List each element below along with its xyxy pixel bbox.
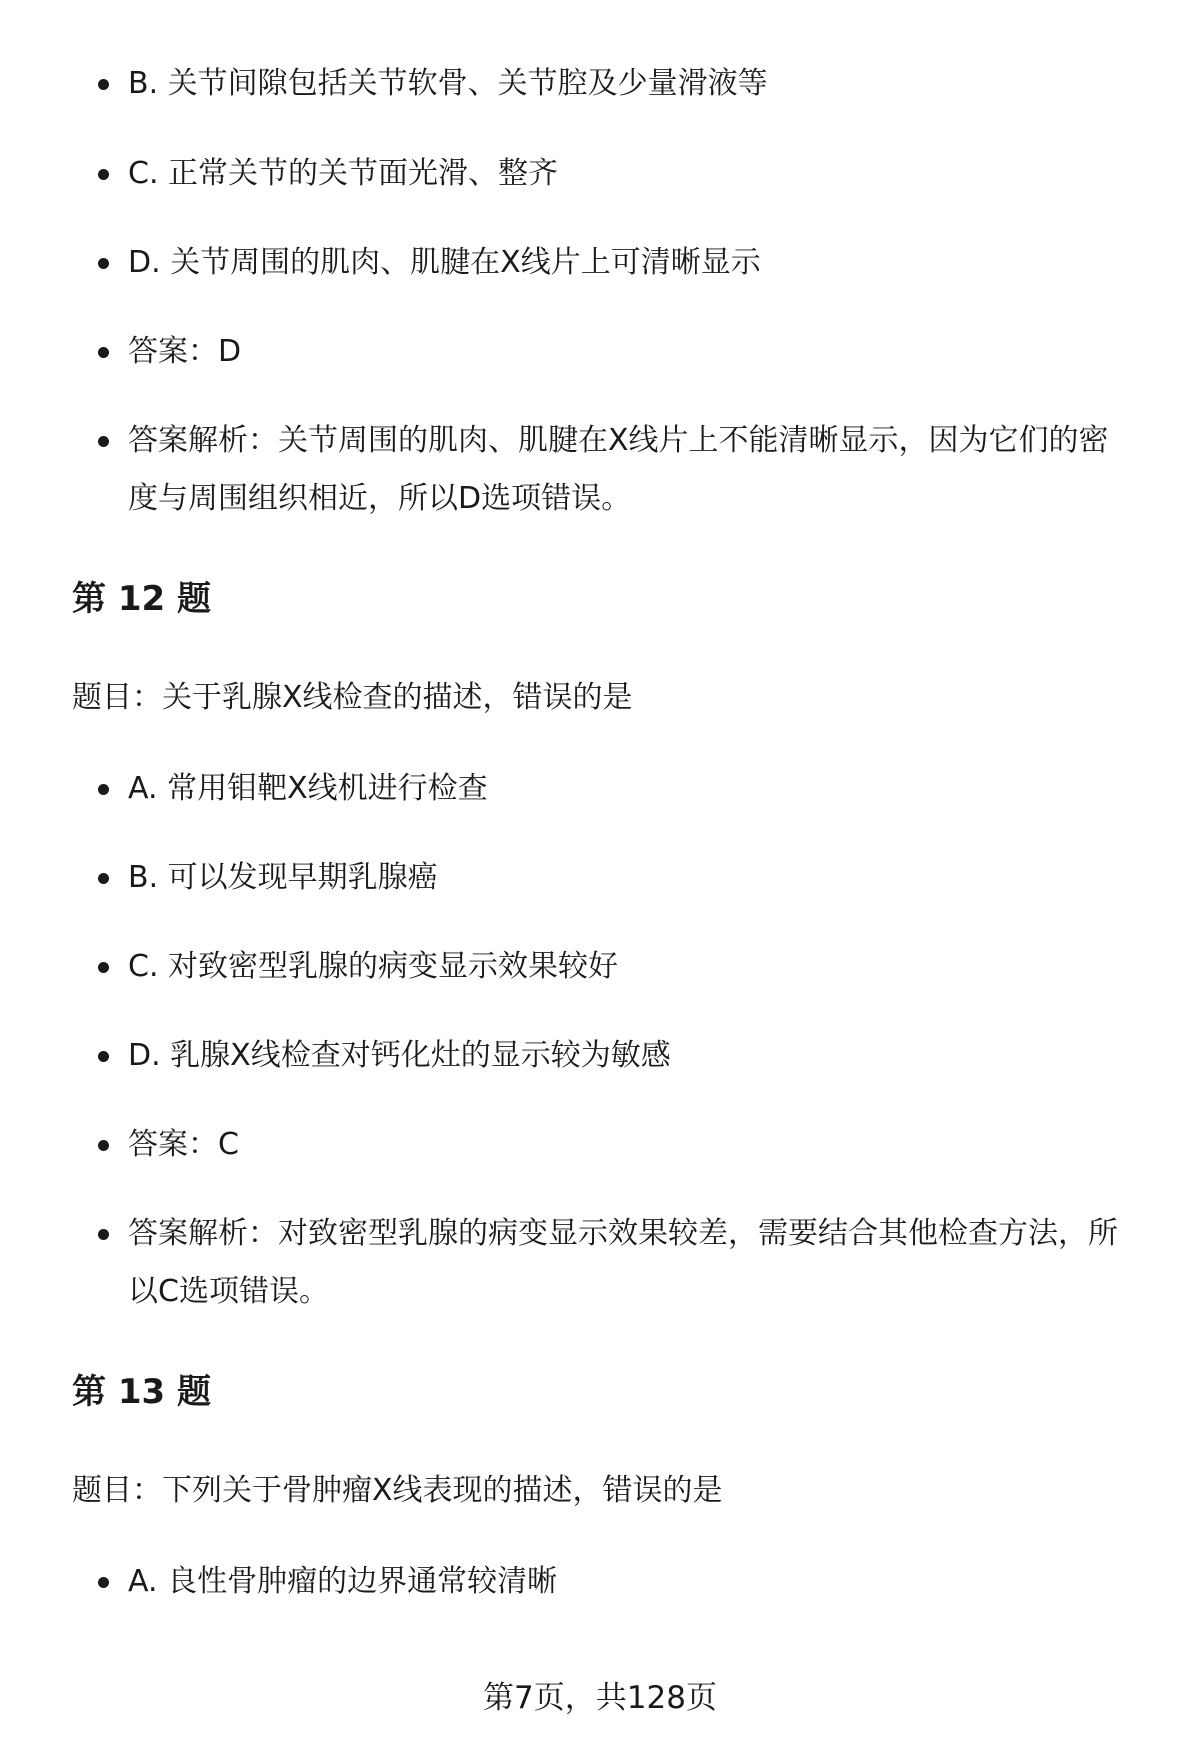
q12-option-a: A. 常用钼靶X线机进行检查 bbox=[128, 760, 1138, 818]
page-number-footer: 第7页，共128页 bbox=[483, 1680, 717, 1716]
q12-question: 题目：关于乳腺X线检查的描述，错误的是 bbox=[72, 680, 633, 715]
q13-option-a: A. 良性骨肿瘤的边界通常较清晰 bbox=[128, 1553, 1138, 1611]
q11-option-b: B. 关节间隙包括关节软骨、关节腔及少量滑液等 bbox=[128, 55, 1138, 113]
q11-explanation: 答案解析：关节周围的肌肉、肌腱在X线片上不能清晰显示，因为它们的密度与周围组织相近，所以D选项错误。 bbox=[128, 412, 1138, 528]
q12-option-b: B. 可以发现早期乳腺癌 bbox=[128, 849, 1138, 907]
q11-option-c: C. 正常关节的关节面光滑、整齐 bbox=[128, 145, 1138, 203]
q12-answer: 答案：C bbox=[128, 1116, 1138, 1174]
q12-explanation: 答案解析：对致密型乳腺的病变显示效果较差，需要结合其他检查方法，所以C选项错误。 bbox=[128, 1205, 1138, 1321]
q13-question: 题目：下列关于骨肿瘤X线表现的描述，错误的是 bbox=[72, 1473, 723, 1508]
q11-option-d: D. 关节周围的肌肉、肌腱在X线片上可清晰显示 bbox=[128, 234, 1138, 292]
q12-option-c: C. 对致密型乳腺的病变显示效果较好 bbox=[128, 938, 1138, 996]
q11-answer: 答案：D bbox=[128, 323, 1138, 381]
q12-option-d: D. 乳腺X线检查对钙化灶的显示较为敏感 bbox=[128, 1027, 1138, 1085]
q13-heading: 第 13 题 bbox=[72, 1372, 211, 1412]
q12-heading: 第 12 题 bbox=[72, 579, 211, 619]
